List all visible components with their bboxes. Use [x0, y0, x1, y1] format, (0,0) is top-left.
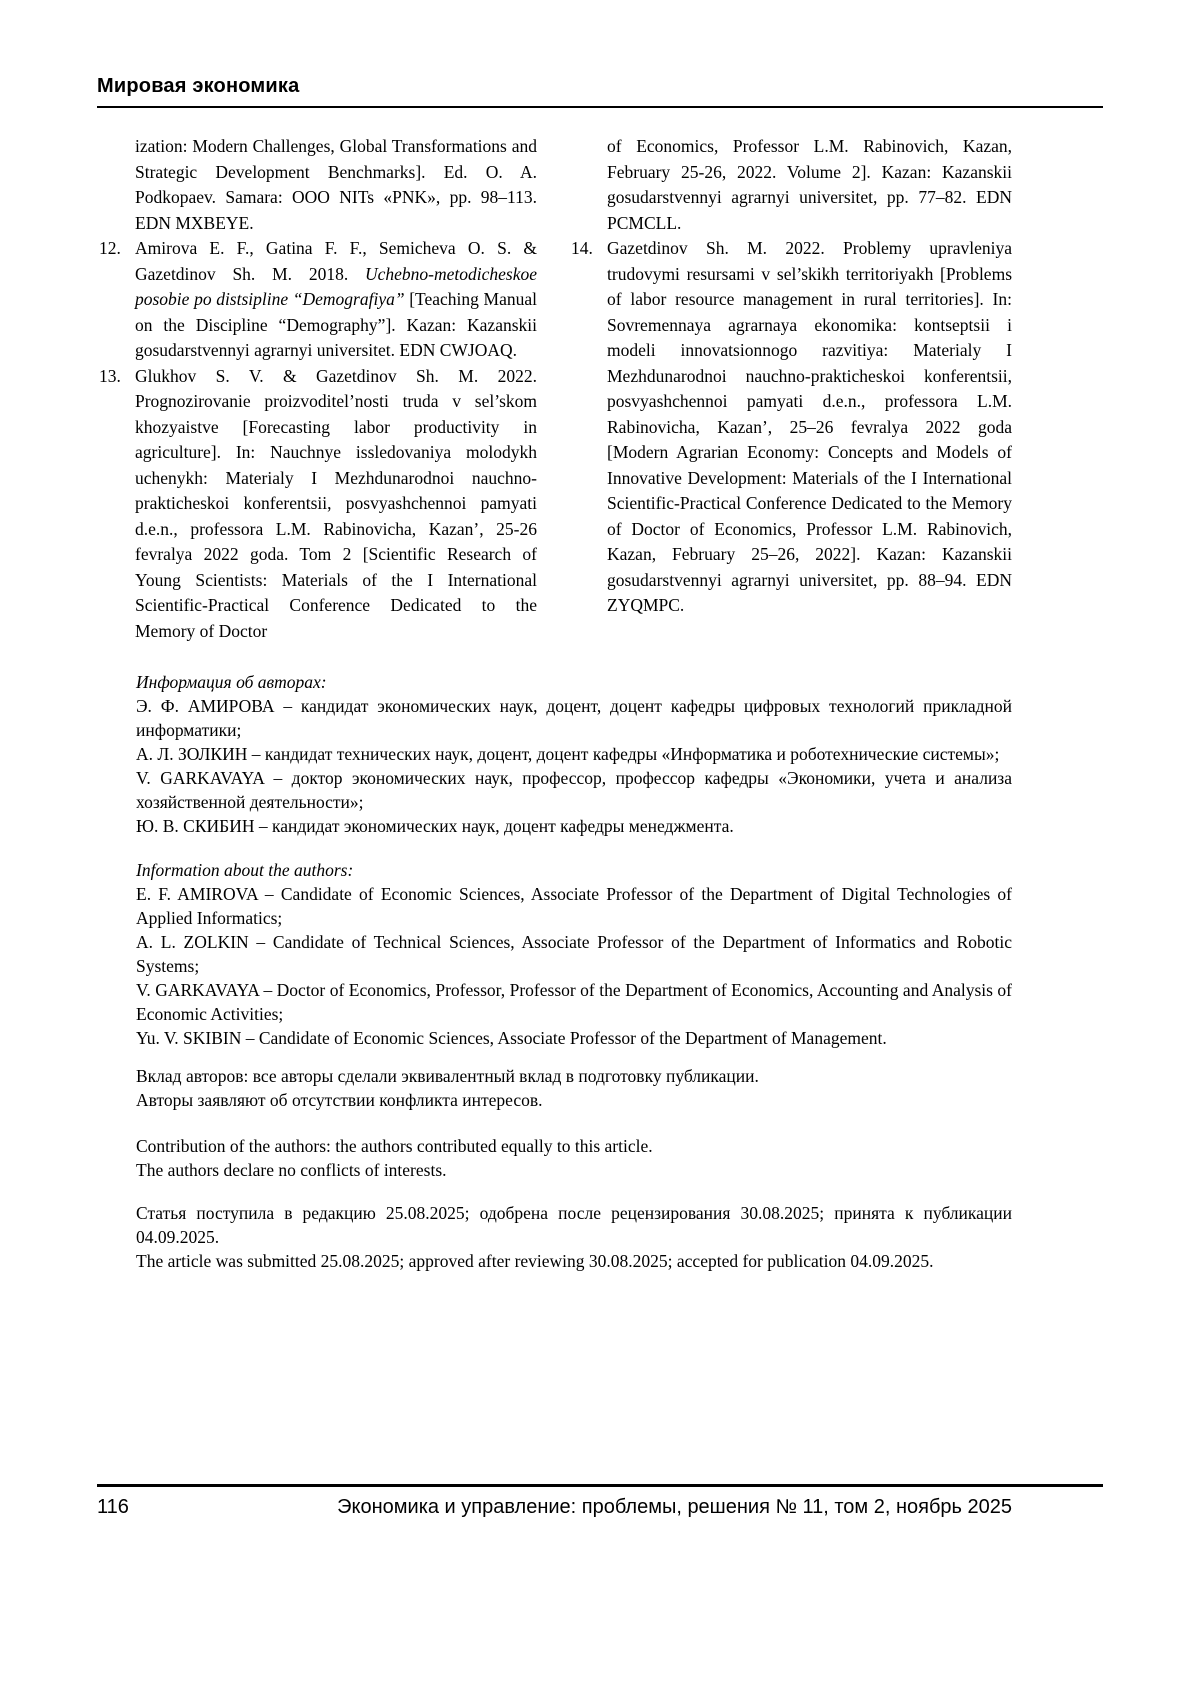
contribution-statement: Вклад авторов: все авторы сделали эквивалентный вклад в подготовку публикации. [136, 1066, 759, 1086]
author-info-paragraph: Yu. V. SKIBIN – Candidate of Economic Sciences, Associate Professor of the Department of Management. [136, 1028, 887, 1048]
footer-row [97, 1487, 1103, 1519]
author-info-paragraph: Ю. В. СКИБИН – кандидат экономических наук, доцент кафедры менеджмента. [136, 816, 734, 836]
back-matter [136, 670, 1012, 1273]
contribution-statement: The authors declare no conflicts of interests. [136, 1160, 447, 1180]
reference-text-segment: Uchebno-metodicheskoe posobie po distsipline “Demografiya” [135, 263, 537, 309]
reference-item [571, 134, 1012, 236]
reference-item [99, 134, 537, 236]
contribution-statement: Contribution of the authors: the authors contributed equally to this article. [136, 1136, 653, 1156]
reference-text-segment: Amirova E. F., Gatina F. F., Semicheva O. S. & Gazetdinov Sh. M. 2018. [135, 238, 537, 284]
reference-text-segment: Gazetdinov Sh. M. 2022. Problemy upravleniya trudovymi resursami v sel’skikh territoriyakh [Problems of labor resource management in rural territories]. In: Sovremennaya agrarnaya ekonomika: kontseptsii i modeli innovatsionnogo razvitiya: Materialy I Mezhdunarodnoi nauchno-prakticheskoi konferentsii, posvyashchennoi pamyati d.e.n., professora L.M. Rabinovicha, Kazan’, 25–26 fevralya 2022 goda [Modern Agrarian Economy: Concepts and Models of Innovative Development: Materials of the I International Scientific-Practical Conference Dedicated to the Memory of Doctor of Economics, Professor L.M. Rabinovich, Kazan, February 25–26, 2022]. Kazan: Kazanskii gosudarstvennyi agrarnyi universitet, pp. 88–94. EDN ZYQMPC. [607, 238, 1012, 615]
author-info-paragraph: А. Л. ЗОЛКИН – кандидат технических наук, доцент, доцент кафедры «Информатика и роботехнические системы»; [136, 744, 1000, 764]
contribution-statement: Авторы заявляют об отсутствии конфликта интересов. [136, 1090, 543, 1110]
author-info-paragraph: V. GARKAVAYA – Doctor of Economics, Professor, Professor of the Department of Economics, Accounting and Analysis of Economic Activities; [136, 980, 1012, 1024]
reference-item [99, 236, 537, 364]
author-info-paragraph: E. F. AMIROVA – Candidate of Economic Sciences, Associate Professor of the Department of Digital Technologies of Applied Informatics; [136, 884, 1012, 928]
reference-text-segment: of Economics, Professor L.M. Rabinovich, Kazan, February 25-26, 2022. Volume 2]. Kazan: Kazanskii gosudarstvennyi agrarnyi universitet, pp. 77–82. EDN PCMCLL. [607, 136, 1012, 233]
references-section [99, 134, 1103, 644]
dates-en: The article was submitted 25.08.2025; approved after reviewing 30.08.2025; accepted for publication 04.09.2025. [136, 1251, 934, 1271]
references-column-left [99, 134, 537, 644]
contribution-en-list [136, 1134, 1012, 1182]
reference-number: 13. [99, 365, 121, 386]
authors-info-en-heading: Information about the authors: [136, 860, 354, 880]
reference-number: 12. [99, 238, 121, 258]
authors-info-ru-section [136, 670, 1012, 838]
reference-item [571, 236, 1012, 619]
article-dates-section [136, 1201, 1012, 1273]
author-info-paragraph: V. GARKAVAYA – доктор экономических наук, профессор, профессор кафедры «Экономики, учета и анализа хозяйственной деятельности»; [136, 768, 1012, 812]
authors-info-en-section [136, 858, 1012, 1050]
page-footer [97, 1484, 1103, 1519]
reference-text-segment: [Teaching Manual on the Discipline “Demography”]. Kazan: Kazanskii gosudarstvennyi agrarnyi universitet. EDN CWJOAQ. [135, 289, 537, 360]
header-rule [97, 106, 1103, 108]
page-content [97, 0, 1103, 1273]
author-info-paragraph: Э. Ф. АМИРОВА – кандидат экономических наук, доцент, доцент кафедры цифровых технологий прикладной информатики; [136, 696, 1012, 740]
reference-text-segment: Glukhov S. V. & Gazetdinov Sh. M. 2022. Prognozirovanie proizvoditel’nosti truda v sel’skom khozyaistve [Forecasting labor productivity in agriculture]. In: Nauchnye issledovaniya molodykh uchenykh: Materialy I Mezhdunarodnoi nauchno-prakticheskoi konferentsii, posvyashchennoi pamyati d.e.n., professora L.M. Rabinovicha, Kazan’, 25-26 fevralya 2022 goda. Tom 2 [Scientific Research of Young Scientists: Materials of the I International Scientific-Practical Conference Dedicated to the Memory of Doctor [135, 365, 537, 641]
contribution-ru-section [136, 1064, 1012, 1112]
running-head: Мировая экономика [97, 75, 300, 97]
references-column-right [571, 134, 1012, 644]
reference-item [99, 364, 537, 645]
reference-text-segment: ization: Modern Challenges, Global Transformations and Strategic Development Benchmarks]. Ed. O. A. Podkopaev. Samara: OOO NITs «PNK», pp. 98–113. EDN MXBEYE. [135, 136, 537, 233]
author-info-paragraph: A. L. ZOLKIN – Candidate of Technical Sciences, Associate Professor of the Department of Informatics and Robotic Systems; [136, 932, 1012, 976]
reference-number: 14. [571, 238, 593, 258]
dates-ru: Статья поступила в редакцию 25.08.2025; одобрена после рецензирования 30.08.2025; принята к публикации 04.09.2025. [136, 1203, 1012, 1247]
authors-info-ru-heading: Информация об авторах: [136, 672, 327, 692]
contribution-en-section [136, 1134, 1012, 1182]
authors-info-ru-list [136, 694, 1012, 838]
page-number: 116 [97, 1496, 129, 1518]
journal-title: Экономика и управление: проблемы, решения № 11, том 2, ноябрь 2025 [337, 1496, 1012, 1518]
contribution-ru-list [136, 1064, 1012, 1112]
authors-info-en-list [136, 882, 1012, 1050]
